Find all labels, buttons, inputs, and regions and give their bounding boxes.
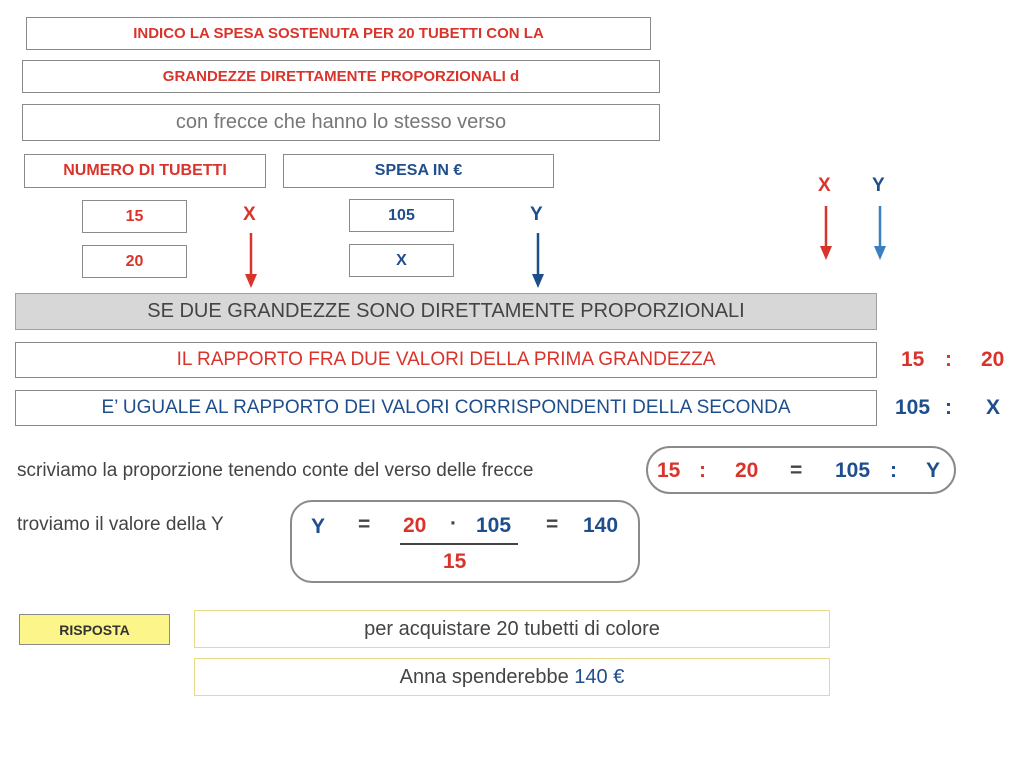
proportion-eq: =	[790, 459, 803, 482]
tubetti-value-2-text: 20	[125, 252, 144, 270]
legend-arrow-down-icon-x	[820, 206, 832, 260]
answer-line-2-prefix: Anna spenderebbe	[399, 665, 569, 688]
header-line-2-text: GRANDEZZE DIRETTAMENTE PROPORZIONALI d	[162, 68, 520, 85]
proportion-caption: scriviamo la proporzione tenendo conte del verso delle frecce	[17, 460, 534, 481]
answer-line-1	[194, 610, 830, 648]
rule-title	[15, 293, 877, 330]
calc-num-b: 105	[476, 514, 512, 537]
header-line-3-text: con frecce che hanno lo stesso verso	[175, 111, 507, 133]
proportion-a: 15	[657, 459, 681, 482]
arrow-down-icon-y	[532, 233, 544, 288]
calc-den: 15	[443, 550, 467, 573]
calc-caption: troviamo il valore della Y	[17, 514, 224, 535]
proportion-b: 20	[735, 459, 759, 482]
ratio2-b: X	[986, 396, 1001, 419]
column-header-spesa-text: SPESA IN €	[374, 162, 463, 179]
calc-eq1: =	[358, 513, 371, 536]
legend-x-label: X	[818, 175, 831, 196]
calc-dot: ·	[450, 512, 457, 535]
answer-line-1-text: per acquistare 20 tubetti di colore	[364, 617, 660, 640]
fraction-bar	[400, 543, 518, 545]
answer-line-2	[194, 658, 830, 696]
answer-line-2-value: 140 €	[574, 665, 625, 688]
calc-eq2: =	[546, 513, 559, 536]
calc-result: 140	[583, 514, 619, 537]
ratio2-sep: :	[945, 396, 952, 419]
ratio1-sep: :	[945, 348, 952, 371]
tubetti-value-1-text: 15	[125, 207, 144, 225]
legend-y-label: Y	[872, 175, 885, 196]
ratio1-a: 15	[901, 348, 925, 371]
rule-title-text: SE DUE GRANDEZZE SONO DIRETTAMENTE PROPORZIONALI	[147, 300, 745, 322]
arrow-x-label: X	[243, 204, 256, 225]
proportion-d: Y	[926, 459, 941, 482]
spesa-value-2-text: X	[396, 251, 407, 269]
arrow-down-icon-x	[245, 233, 257, 288]
proportion-sep1: :	[699, 459, 706, 482]
calc-num-a: 20	[403, 514, 427, 537]
arrow-y-label: Y	[530, 204, 543, 225]
proportion-sep2: :	[890, 459, 897, 482]
calc-lhs: Y	[311, 515, 326, 538]
ratio2-a: 105	[895, 396, 931, 419]
rule-line-1	[15, 342, 877, 378]
rule-line-2-text: E’ UGUALE AL RAPPORTO DEI VALORI CORRISPONDENTI DELLA SECONDA	[101, 397, 791, 418]
ratio1-b: 20	[981, 348, 1005, 371]
answer-label	[19, 614, 170, 645]
header-line-1-text: INDICO LA SPESA SOSTENUTA PER 20 TUBETTI CON LA	[133, 25, 544, 42]
rule-line-1-text: IL RAPPORTO FRA DUE VALORI DELLA PRIMA GRANDEZZA	[176, 349, 716, 370]
proportion-c: 105	[835, 459, 871, 482]
answer-label-text: RISPOSTA	[59, 621, 130, 638]
rule-line-2	[15, 390, 877, 426]
column-header-tubetti-text: NUMERO DI TUBETTI	[63, 162, 227, 179]
spesa-value-1-text: 105	[388, 206, 415, 224]
legend-arrow-down-icon-y	[874, 206, 886, 260]
